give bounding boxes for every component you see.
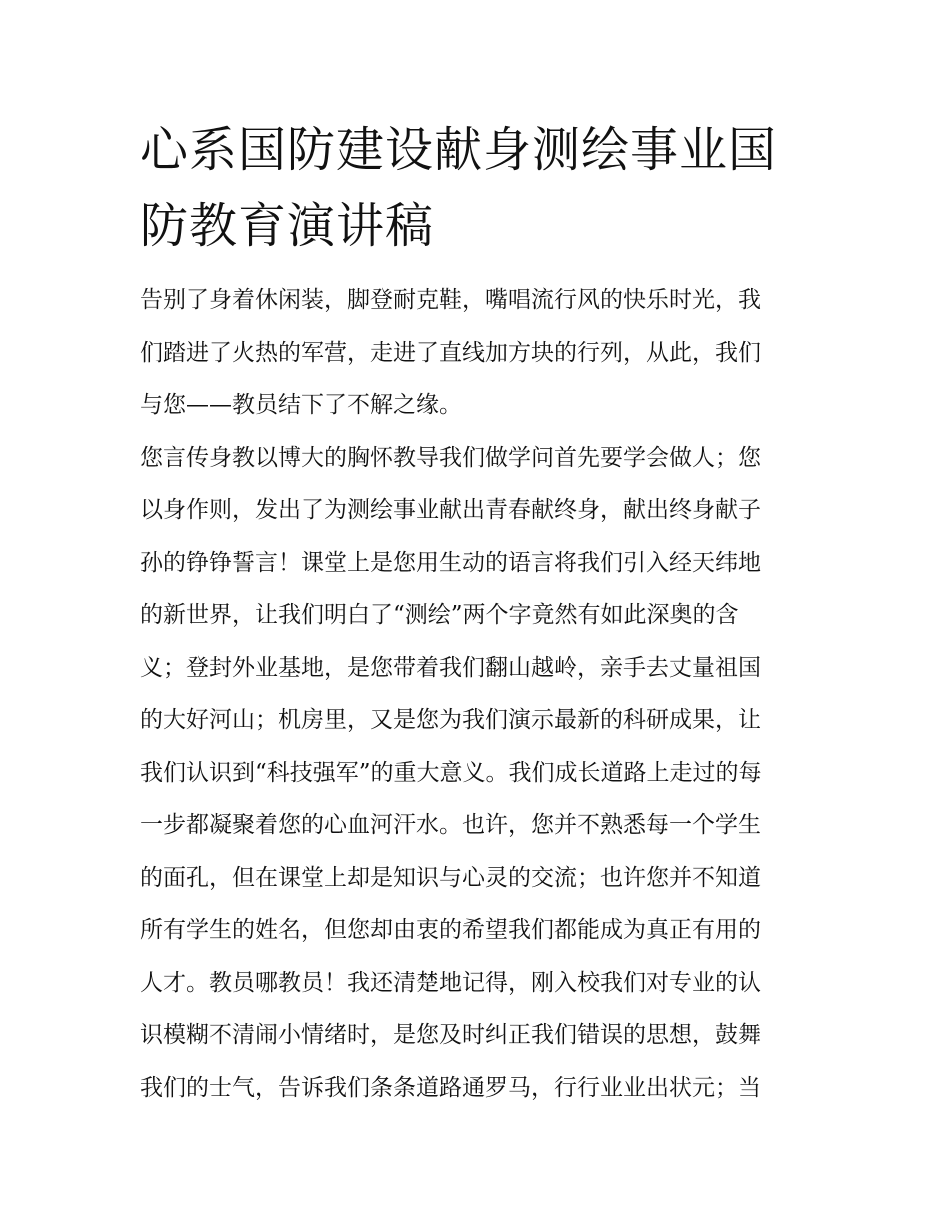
- document-title: [140, 112, 830, 264]
- body-line: 您言传身教以博大的胸怀教导我们做学问首先要学会做人；您: [140, 444, 761, 471]
- title-line: 防教育演讲稿: [140, 198, 435, 254]
- body-line: 与您——教员结下了不解之缘。: [140, 392, 462, 418]
- title-line: 心系国防建设献身测绘事业国: [140, 122, 778, 178]
- body-line: 我们认识到“科技强军”的重大意义。我们成长道路上走过的每: [140, 759, 762, 786]
- body-line: 识模糊不清闹小情绪时，是您及时纠正我们错误的思想，鼓舞: [140, 1022, 761, 1048]
- body-line: 的面孔，但在课堂上却是知识与心灵的交流；也许您并不知道: [140, 864, 761, 891]
- document-body: [140, 274, 820, 1114]
- body-line: 我们的士气，告诉我们条条道路通罗马，行行业业出状元；当: [140, 1074, 761, 1101]
- body-line: 的大好河山；机房里，又是您为我们演示最新的科研成果，让: [140, 707, 761, 733]
- body-line: 所有学生的姓名，但您却由衷的希望我们都能成为真正有用的: [140, 917, 761, 943]
- body-line: 以身作则，发出了为测绘事业献出青春献终身，献出终身献子: [140, 497, 761, 523]
- body-line: 一步都凝聚着您的心血河汗水。也许，您并不熟悉每一个学生: [140, 812, 761, 838]
- body-line: 的新世界，让我们明白了“测绘”两个字竟然有如此深奥的含: [140, 602, 739, 628]
- body-line: 人才。教员哪教员！我还清楚地记得，刚入校我们对专业的认: [140, 969, 761, 996]
- body-line: 告别了身着休闲装，脚登耐克鞋，嘴唱流行风的快乐时光，我: [140, 287, 761, 313]
- body-line: 义；登封外业基地，是您带着我们翻山越岭，亲手去丈量祖国: [140, 654, 761, 681]
- body-line: 们踏进了火热的军营，走进了直线加方块的行列，从此，我们: [140, 339, 761, 366]
- body-line: 孙的铮铮誓言！课堂上是您用生动的语言将我们引入经天纬地: [140, 549, 761, 576]
